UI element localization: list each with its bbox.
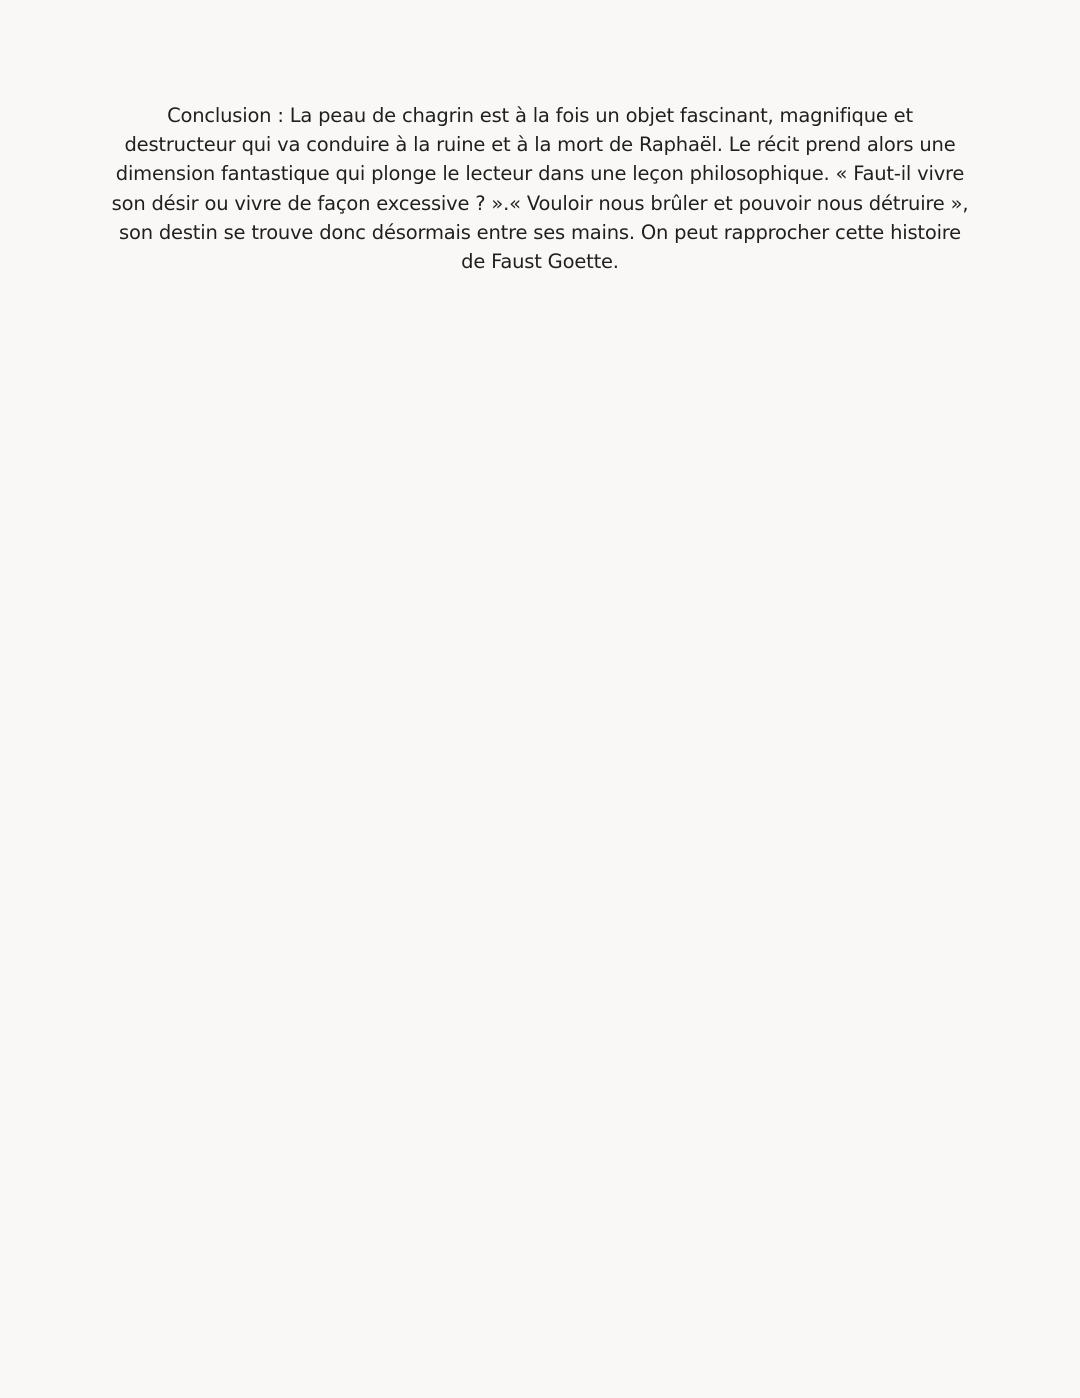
conclusion-paragraph: Conclusion : La peau de chagrin est à la fois un objet fascinant, magnifique et destructeur qui va conduire à la ruine et à la mort de Raphaël. Le récit prend alors une dimension fantastique qui plonge le lecteur dans une leçon philosophique. « Faut-il vivre son désir ou vivre de façon excessive ? ».« Vouloir nous brûler et pouvoir nous détruire », son destin se trouve donc désormais entre ses mains. On peut rapprocher cette histoire de Faust Goette. — [111, 104, 969, 274]
